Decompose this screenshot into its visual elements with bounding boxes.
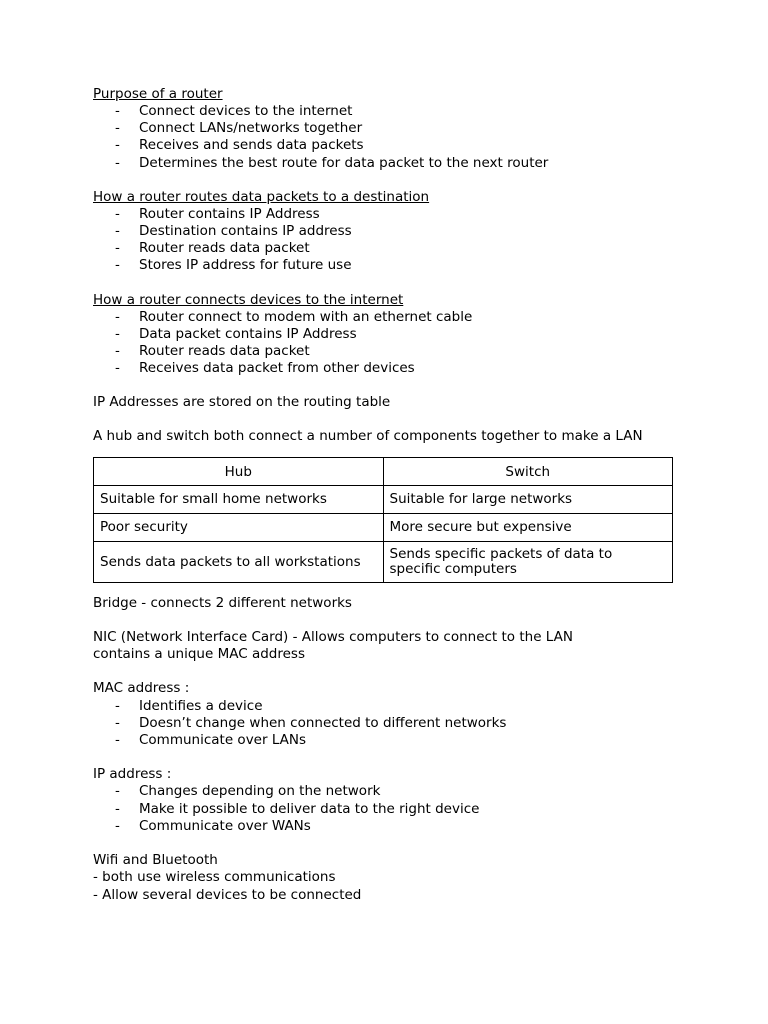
spacer [93,663,683,680]
list-item-text: Router contains IP Address [139,205,320,222]
list-item [93,137,683,154]
bullet-dash: - [115,103,120,119]
table-cell-hub: Sends data packets to all workstations [94,542,384,583]
list-item-text: Stores IP address for future use [139,257,352,274]
bullet-dash: - [115,731,120,748]
bullet-dash: - [115,714,120,731]
list-item [93,240,683,257]
list-item-text: Router connect to modem with an ethernet cable [139,308,473,325]
list-item [93,783,683,800]
bullet-dash: - [115,240,120,257]
list-item [93,732,683,749]
list-item-text: Data packet contains IP Address [139,325,357,342]
list-item [93,343,683,360]
mac-address-list [93,698,683,750]
wireless-line: - Allow several devices to be connected [93,886,362,903]
list-item [93,360,683,377]
list-item-text: Make it possible to deliver data to the right device [139,800,480,817]
list-item [93,120,683,137]
router-purpose-list [93,103,683,172]
bullet-dash: - [115,257,120,274]
list-item-text: Communicate over WANs [139,817,311,834]
hub-switch-comparison-table [93,457,673,583]
list-item-text: Doesn’t change when connected to different networks [139,714,507,731]
list-item-text: Destination contains IP address [139,222,352,239]
bullet-dash: - [115,800,120,817]
list-item-text: Router reads data packet [139,342,310,359]
bullet-dash: - [115,325,120,342]
bullet-dash: - [115,308,120,325]
table-cell-switch: Suitable for large networks [383,486,673,514]
bullet-dash: - [115,222,120,239]
list-item [93,257,683,274]
bullet-dash: - [115,342,120,359]
wireless-line: - both use wireless communications [93,869,336,886]
bullet-dash: - [115,783,120,800]
bullet-dash: - [115,697,120,714]
routing-table-note: IP Addresses are stored on the routing table [93,394,391,411]
section-heading-internet-connection: How a router connects devices to the internet [93,291,404,308]
table-cell-hub: Suitable for small home networks [94,486,384,514]
routing-list [93,206,683,275]
table-cell-switch: More secure but expensive [383,514,673,542]
list-item [93,103,683,120]
bullet-dash: - [115,817,120,834]
bullet-dash: - [115,205,120,222]
list-item-text: Changes depending on the network [139,783,381,800]
internet-connection-list [93,309,683,378]
section-heading-router-purpose: Purpose of a router [93,86,223,102]
wireless-title: Wifi and Bluetooth [93,851,218,868]
list-item [93,818,683,835]
list-item-text: Connect LANs/networks together [139,120,363,137]
table-row [94,542,673,583]
spacer [93,835,683,852]
spacer [93,612,683,629]
list-item [93,309,683,326]
list-item-text: Communicate over LANs [139,731,307,748]
table-cell-switch: Sends specific packets of data to specific computers [383,542,673,583]
list-item [93,698,683,715]
list-item [93,801,683,818]
list-item-text: Receives and sends data packets [139,137,364,154]
section-heading-routing: How a router routes data packets to a destination [93,188,430,205]
list-item [93,155,683,172]
bridge-note: Bridge - connects 2 different networks [93,595,352,612]
bullet-dash: - [115,360,120,377]
list-item [93,715,683,732]
list-item [93,223,683,240]
nic-note: NIC (Network Interface Card) - Allows computers to connect to the LAN contains a unique MAC address [93,629,573,663]
list-item [93,206,683,223]
table-cell-hub: Poor security [94,514,384,542]
document-page [93,86,683,904]
list-item-text: Receives data packet from other devices [139,360,415,377]
bullet-dash: - [115,120,120,137]
ip-address-title: IP address : [93,766,172,783]
table-row [94,486,673,514]
list-item-text: Router reads data packet [139,240,310,257]
spacer [93,275,683,292]
spacer [93,749,683,766]
hub-switch-intro: A hub and switch both connect a number of components together to make a LAN [93,428,643,445]
bullet-dash: - [115,154,120,171]
column-header-switch: Switch [383,458,673,486]
table-header-row [94,458,673,486]
column-header-hub: Hub [94,458,384,486]
spacer [93,172,683,189]
bullet-dash: - [115,137,120,154]
list-item-text: Identifies a device [139,697,263,714]
list-item-text: Determines the best route for data packet to the next router [139,154,549,171]
mac-address-title: MAC address : [93,680,190,697]
spacer [93,411,683,428]
list-item [93,326,683,343]
ip-address-list [93,783,683,835]
list-item-text: Connect devices to the internet [139,103,353,119]
spacer [93,377,683,394]
table-row [94,514,673,542]
